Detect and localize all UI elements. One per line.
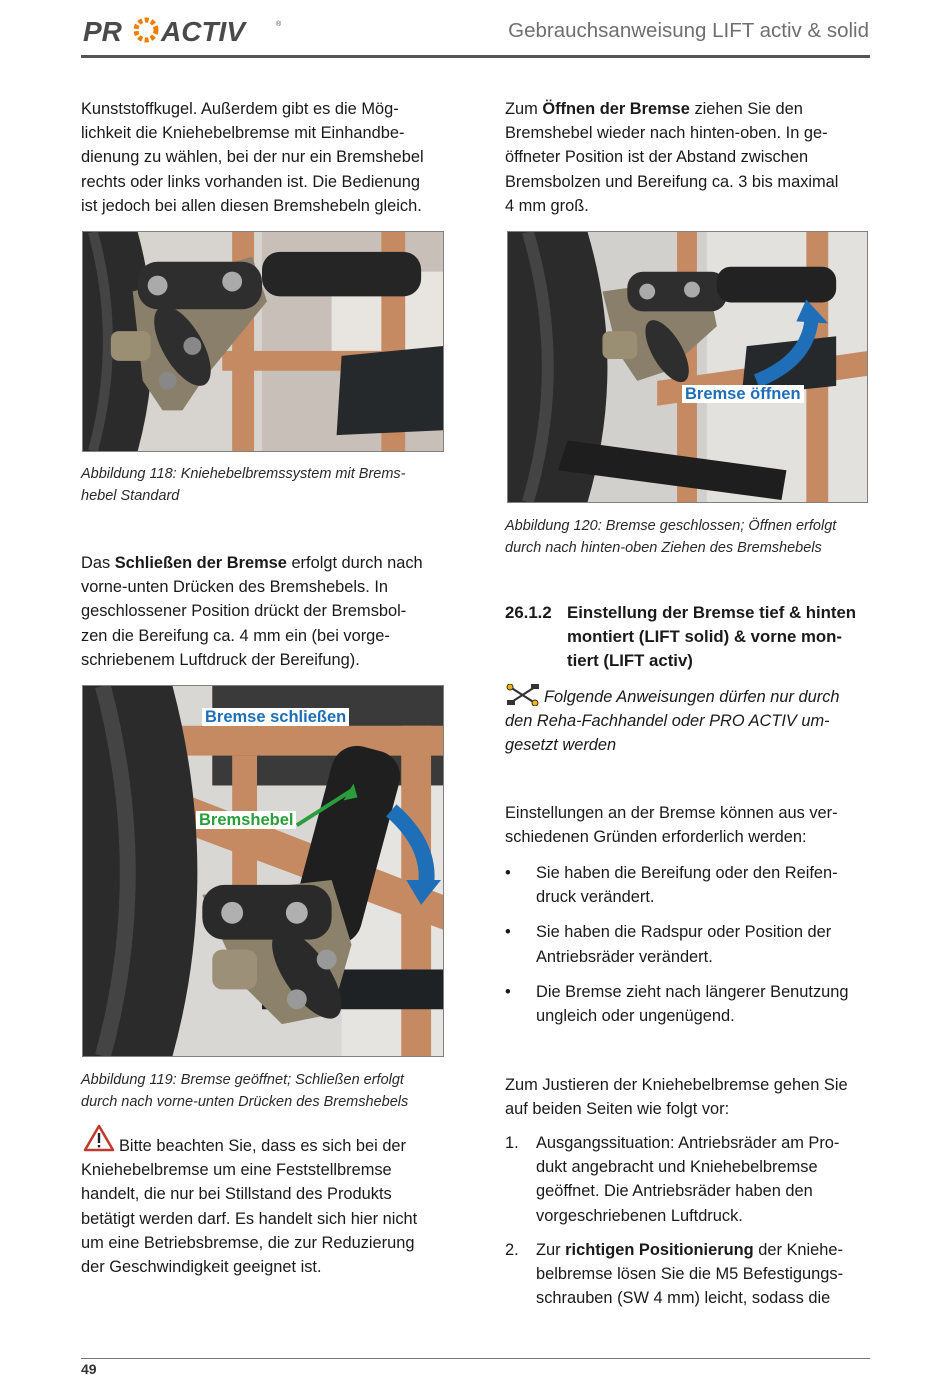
section-number: 26.1.2 xyxy=(505,603,552,622)
label-bremse-schliessen: Bremse schließen xyxy=(202,708,349,727)
intro-paragraph: Kunststoffkugel. Außerdem gibt es die Mög- lichkeit die Kniehebelbremse mit Einhandbe- dienung zu wählen, bei der nur ein Bremshebel rechts oder links vorhanden ist. Die Bedienung ist jedoch bei allen diesen Bremshebeln gleich. xyxy=(81,100,424,215)
open-brake-paragraph: Zum Öffnen der Bremse ziehen Sie den Bremshebel wieder nach hinten-oben. In ge- öffneter Position ist der Abstand zwischen Bremsbolzen und Bereifung ca. 3 bis maximal 4 mm groß. xyxy=(505,100,839,215)
step-1: 1. Ausgangssituation: Antriebsräder am Pro- dukt angebracht und Kniehebelbremse geöffnet. Die Antriebsräder haben den vorgeschriebenen Luftdruck. xyxy=(505,1134,840,1225)
section-heading xyxy=(505,601,875,675)
reasons-list xyxy=(505,861,875,1028)
list-item: • Sie haben die Radspur oder Position der Antriebsräder verändert. xyxy=(505,923,832,966)
svg-text:PR: PR xyxy=(83,16,122,47)
tool-note: Folgende Anweisungen dürfen nur durch den Reha-Fachhandel oder PRO ACTIV um- gesetzt werden xyxy=(505,688,840,755)
proactiv-logo xyxy=(83,14,293,48)
footer-divider xyxy=(81,1358,870,1359)
document-title: Gebrauchsanweisung LIFT activ & solid xyxy=(508,19,869,42)
step-2: 2. Zur richtigen Positionierung der Kniehe- belbremse lösen Sie die M5 Befestigungs- schrauben (SW 4 mm) leicht, sodass die xyxy=(505,1240,844,1308)
header-divider xyxy=(81,55,870,58)
steps-list xyxy=(505,1131,875,1310)
settings-paragraph: Einstellungen an der Bremse können aus ver- schiedenen Gründen erforderlich werden: xyxy=(505,804,838,847)
figure-119-photo xyxy=(82,685,444,1057)
figure-119-caption: Abbildung 119: Bremse geöffnet; Schließen erfolgt durch nach vorne-unten Drücken des Bremshebels xyxy=(81,1072,409,1110)
adjust-paragraph: Zum Justieren der Kniehebelbremse gehen Sie auf beiden Seiten wie folgt vor: xyxy=(505,1076,848,1119)
close-brake-paragraph: Das Schließen der Bremse erfolgt durch nach vorne-unten Drücken des Bremshebels. In geschlossener Position drückt der Bremsbol- zen die Bereifung ca. 4 mm ein (bei vorge- schriebenem Luftdruck der Bereifung). xyxy=(81,554,423,669)
warning-paragraph: Bitte beachten Sie, dass es sich bei der Kniehebelbremse um eine Feststellbremse handelt, die nur bei Stillstand des Produkts betätigt werden darf. Es handelt sich hier nicht um eine Betriebsbremse, die zur Reduzierung der Geschwindigkeit geeignet ist. xyxy=(81,1137,418,1277)
figure-118-caption: Abbildung 118: Kniehebelbremssystem mit Brems- hebel Standard xyxy=(81,466,406,504)
page-number: 49 xyxy=(81,1361,97,1377)
label-bremse-oeffnen: Bremse öffnen xyxy=(682,385,804,404)
svg-text:®: ® xyxy=(276,21,282,28)
label-bremshebel: Bremshebel xyxy=(196,811,296,830)
section-title: Einstellung der Bremse tief & hinten montiert (LIFT solid) & vorne mon- tiert (LIFT activ) xyxy=(567,603,857,671)
figure-120-photo xyxy=(507,231,868,503)
figure-118-photo xyxy=(82,231,444,452)
list-item: • Die Bremse zieht nach längerer Benutzung ungleich oder ungenügend. xyxy=(505,982,849,1026)
svg-text:ACTIV: ACTIV xyxy=(161,16,245,47)
figure-120-caption: Abbildung 120: Bremse geschlossen; Öffnen erfolgt durch nach hinten-oben Ziehen des Bremshebels xyxy=(505,518,837,556)
list-item: • Sie haben die Bereifung oder den Reifen- druck verändert. xyxy=(505,864,838,907)
